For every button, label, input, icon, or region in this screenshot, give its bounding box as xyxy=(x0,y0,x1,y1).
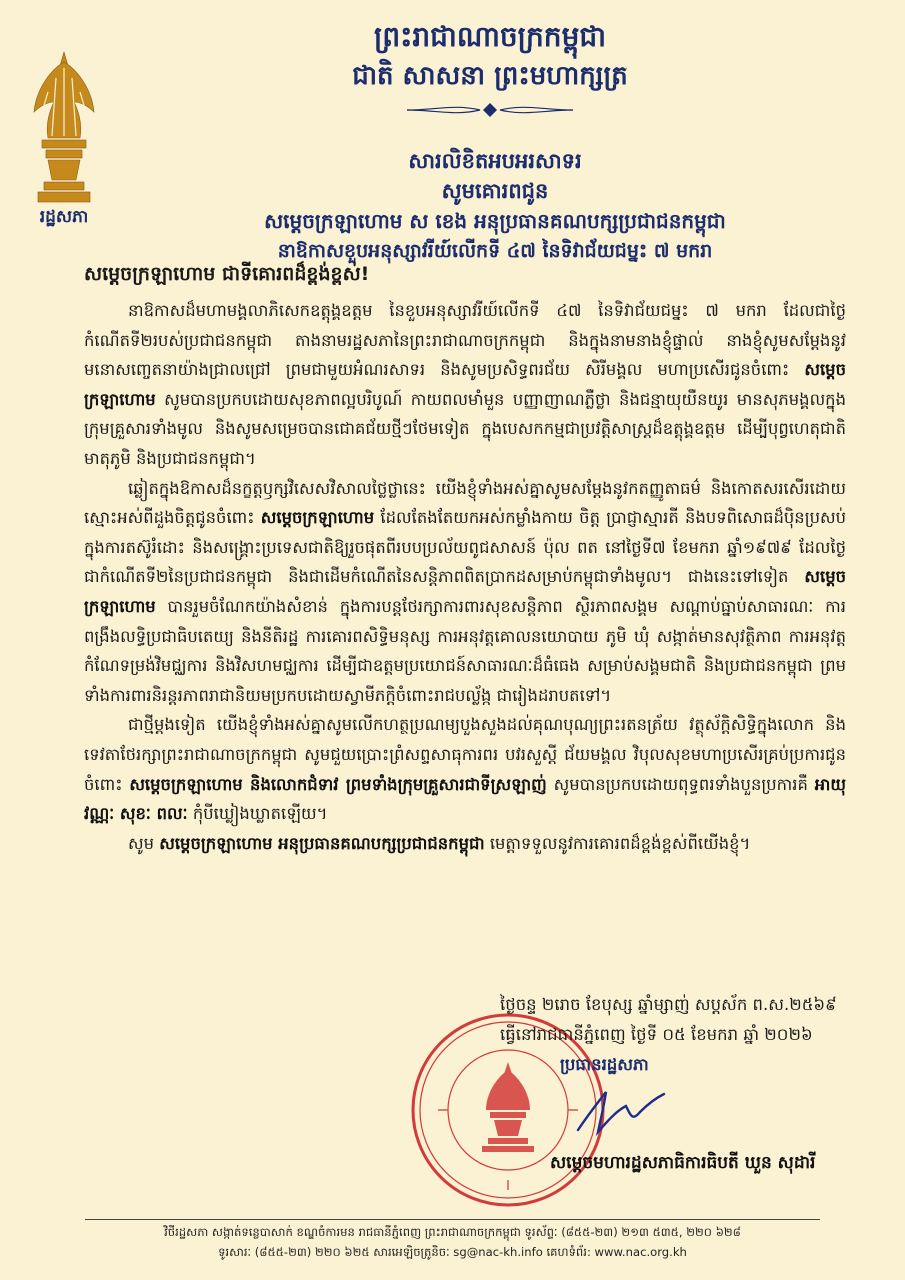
footer-divider xyxy=(85,1219,820,1220)
footer-contact xyxy=(85,1222,820,1262)
parliament-emblem-icon xyxy=(20,48,108,228)
place-date: ធ្វើនៅរាជធានីភ្នំពេញ ថ្ងៃទី ០៥ ខែមករា ឆ្នាំ ២០២៦ xyxy=(500,1025,813,1044)
letter-recipient: សម្តេចក្រឡាហោម ស ខេង អនុប្រធានគណបក្សប្រជាជនកម្ពុជា xyxy=(264,209,726,233)
paragraph-3-bold-1: សម្តេចក្រឡាហោម និងលោកជំទាវ ព្រមទាំងក្រុមគ្រួសារជាទីស្រឡាញ់ xyxy=(129,774,547,794)
paragraph-4-bold: សម្តេចក្រឡាហោម អនុប្រធានគណបក្សប្រជាជនកម្ពុជា xyxy=(159,833,485,853)
paragraph-2-bold-2: សម្តេចក្រឡាហោម xyxy=(84,567,847,616)
signer-name: សម្តេចមហារដ្ឋសភាធិការធិបតី ឃួន សុដារី xyxy=(550,1153,816,1173)
paragraph-3-text-b: សូមបានប្រកបដោយពុទ្ធពរទាំងបួនប្រការគឺ xyxy=(553,774,808,794)
paragraph-2-bold-1: សម្តេចក្រឡាហោម xyxy=(260,508,375,528)
salutation: សម្តេចក្រឡាហោម ជាទីគោរពដ៏ខ្ពង់ខ្ពស់! xyxy=(84,263,370,285)
paragraph-1 xyxy=(84,296,846,474)
paragraph-4 xyxy=(84,829,846,859)
letter-type: សារលិខិតអបអរសាទរ xyxy=(408,148,582,173)
divider-ornament-icon xyxy=(405,102,575,118)
paragraph-4-text-b: មេត្តាទទួលនូវការគោរពដ៏ខ្ពង់ខ្ពស់ពីយើងខ្ញុំ។ xyxy=(489,833,751,853)
paragraph-3-bold-2: អាយុ វណ្ណៈ សុខៈ ពលៈ xyxy=(84,774,846,824)
letter-title-block xyxy=(150,146,840,266)
letter-occasion: នាឱកាសខួបអនុស្សាវរីយ៍លើកទី ៤៧ នៃទិវាជ័យជម្នះ ៧ មករា xyxy=(277,240,713,262)
paragraph-2-text-a: ឆ្លៀតក្នុងឱកាសដ៏នក្ខត្តឫក្សវិសេសវិសាលថ្លៃថ្លានេះ យើងខ្ញុំទាំងអស់គ្នាសូមសម្តែងនូវកតញ្ញូតាធម៌ និងកោតសរសើរដោយស្មោះអស់ពីដួងចិត្តជូនចំពោះ xyxy=(84,478,846,528)
handwritten-signature-icon xyxy=(570,1082,670,1142)
paragraph-1-text-a: នាឱកាសដ៏មហាមង្គលាភិសេកឧត្តុង្គឧត្តម នៃខួបអនុស្សាវរីយ៍លើកទី ៤៧ នៃទិវាជ័យជម្នះ ៧ មករា ដែលជាថ្ងៃកំណើតទី២របស់ប្រជាជនកម្ពុជា តាងនាមរដ្ឋសភានៃព្រះរាជាណាចក្រកម្ពុជា និងក្នុងនាមនាងខ្ញុំផ្ទាល់ នាងខ្ញុំសូមសម្តែងនូវមនោសញ្ចេតនាយ៉ាងជ្រាលជ្រៅ ព្រមជាមួយអំណរសាទរ និងសូមប្រសិទ្ធពរជ័យ សិរីមង្គល មហាប្រសើរជូនចំពោះ xyxy=(84,301,846,380)
letter-body xyxy=(84,258,846,858)
paragraph-3-text-a: ជាថ្មីម្តងទៀត យើងខ្ញុំទាំងអស់គ្នាសូមលើកហត្ថប្រណម្យបួងសួងដល់គុណបុណ្យព្រះរតនត្រ័យ វត្ថុស័ក្តិសិទ្ធិក្នុងលោក និងទេវតាថែរក្សាព្រះរាជាណាចក្រកម្ពុជា សូមជួយប្រោះព្រំសព្ទសាធុការពរ បវរសួស្តី ជ័យមង្គល វិបុលសុខមហាប្រសើរគ្រប់ប្រការជូនចំពោះ xyxy=(84,715,846,794)
national-motto: ជាតិ សាសនា ព្រះមហាក្សត្រ xyxy=(352,61,628,91)
paragraph-3-text-c: កុំបីឃ្លៀងឃ្លាតឡើយ។ xyxy=(192,804,328,824)
paragraph-1-text-b: សូមបានប្រកបដោយសុខភាពល្អបរិបូណ៍ កាយពលមាំមួន បញ្ញាញាណភ្លឺថ្លា និងជន្មាយុយឺនយូរ មានសុភមង្គលក្នុងក្រុមគ្រួសារទាំងមូល និងសូមសម្រេចបានជោគជ័យថ្មីៗថែមទៀត ក្នុងបេសកកម្មជាប្រវត្តិសាស្ត្រដ៏ឧត្តុង្គឧត្តម ដើម្បីបុព្វហេតុជាតិ មាតុភូមិ និងប្រជាជនកម្ពុជា។ xyxy=(84,389,846,468)
paragraph-2-text-c: បានរួមចំណែកយ៉ាងសំខាន់ ក្នុងការបន្តថែរក្សាការពារសុខសន្តិភាព ស្ថិរភាពសង្គម សណ្តាប់ធ្នាប់សាធារណៈ ការពង្រឹងលទ្ធិប្រជាធិបតេយ្យ និងនីតិរដ្ឋ ការគោរពសិទ្ធិមនុស្ស ការអនុវត្តគោលនយោបាយ ភូមិ ឃុំ សង្កាត់មានសុវត្ថិភាព ការអនុវត្តកំណែទម្រង់វិមជ្ឈការ និងវិសហមជ្ឈការ ដើម្បីជាឧត្តមប្រយោជន៍សាធារណៈដ៏ធំធេង សម្រាប់សង្គមជាតិ និងប្រជាជនកម្ពុជា ព្រមទាំងការពារនិរន្តរភាពរាជានិយមប្រកបដោយស្វាមីភក្តិចំពោះរាជបល្ល័ង្ក ជារៀងដរាបតទៅ។ xyxy=(84,596,846,705)
kingdom-title: ព្រះរាជាណាចក្រកម្ពុជា xyxy=(373,20,606,53)
paragraph-1-bold: សម្តេចក្រឡាហោម xyxy=(84,360,846,409)
letter-address-intro: សូមគោរពជូន xyxy=(441,178,549,203)
paragraph-2 xyxy=(84,474,846,711)
paragraph-2-text-b: ដែលតែងតែយកអស់កម្លាំងកាយ ចិត្ត ប្រាជ្ញាស្មារតី និងបទពិសោធដ៏ប៉ិនប្រសប់ ក្នុងការតស៊ូរំដោះ និងសង្គ្រោះប្រទេសជាតិឱ្យរួចផុតពីរបបប្រល័យពូជសាសន៍ ប៉ុល ពត នៅថ្ងៃទី៧ ខែមករា ឆ្នាំ១៩៧៩ ដែលថ្ងៃជាកំណើតទី២នៃប្រជាជនកម្ពុជា និងជាដើមកំណើតនៃសន្តិភាពពិតប្រាកដសម្រាប់កម្ពុជាទាំងមូល។ ជាងនេះទៅទៀត xyxy=(84,508,847,587)
footer-contact-info: ទូរសារៈ (៨៥៥-២៣) ២២០ ៦២៥ សារអេឡិចត្រូនិចៈ sg@nac-kh.info គេហទំព័រ: www.nac.org.kh xyxy=(218,1245,687,1259)
footer-address: វិថីរដ្ឋសភា សង្កាត់ទន្លេបាសាក់ ខណ្ឌចំការមន រាជធានីភ្នំពេញ ព្រះរាជាណាចក្រកម្ពុជា ទូរស័ព្ទៈ (៨៥៥-២៣) ២១៣ ៥៣៥, ២២០ ៦២៨ xyxy=(164,1225,741,1239)
emblem-label: រដ្ឋសភា xyxy=(39,207,89,227)
paragraph-3 xyxy=(84,710,846,828)
paragraph-4-text-a: សូម xyxy=(128,833,155,853)
lunar-date: ថ្ងៃចន្ទ ២រោច ខែបុស្ស ឆ្នាំម្សាញ់ សប្តស័ក ព.ស.២៥៦៩ xyxy=(500,995,837,1014)
signer-title: ប្រធានរដ្ឋសភា xyxy=(560,1055,649,1074)
closing-block xyxy=(500,990,860,1080)
